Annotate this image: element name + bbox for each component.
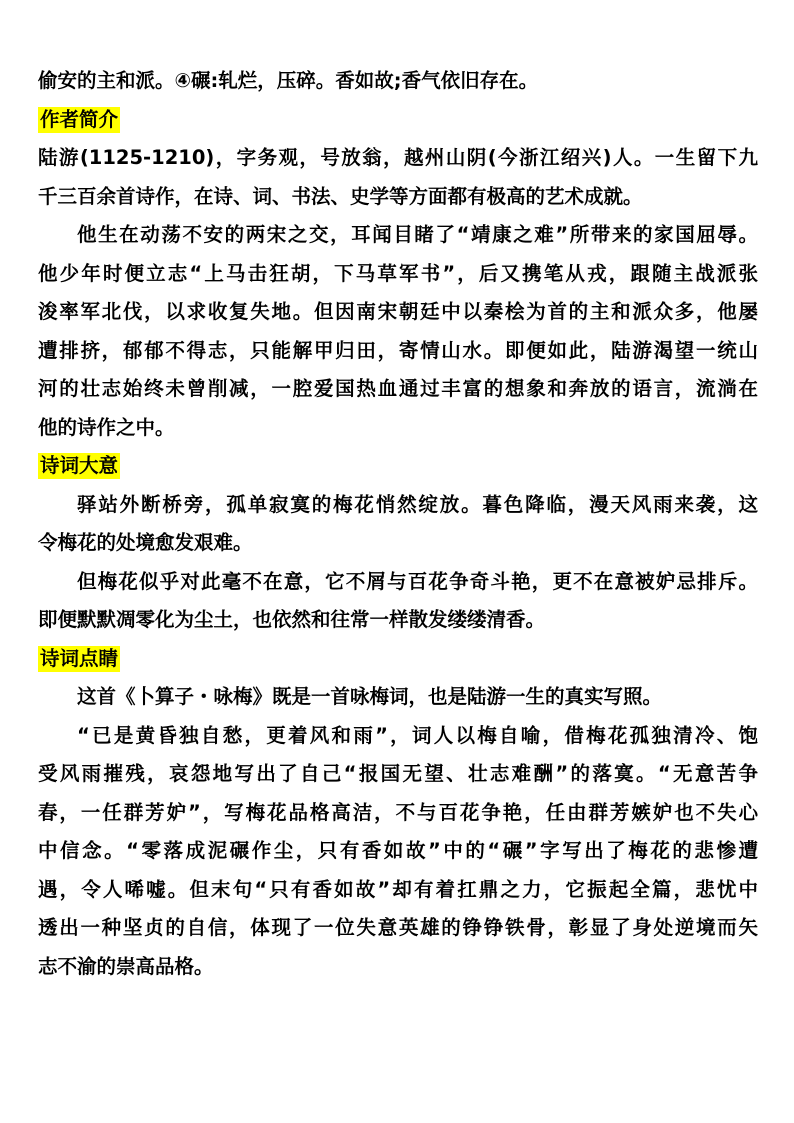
text-line: 这首《卜算子・咏梅》既是一首咏梅词，也是陆游一生的真实写照。 xyxy=(77,685,663,708)
text-line: 志不渝的崇高品格。 xyxy=(38,954,214,978)
section-heading-meaning: 诗词大意 xyxy=(40,454,119,477)
section-heading-line xyxy=(38,447,758,486)
text-line: 他生在动荡不安的两宋之交，耳闻目睹了“靖康之难”所带来的家国屈辱。 xyxy=(77,223,758,246)
text-line: 千三百余首诗作，在诗、词、书法、史学等方面都有极高的艺术成就。 xyxy=(38,184,643,208)
section-heading-line xyxy=(38,640,758,679)
document-body xyxy=(38,62,758,986)
text-line: 陆游(1125-1210)，字务观，号放翁，越州山阴(今浙江绍兴)人。一生留下九 xyxy=(38,146,758,169)
text-line: 他少年时便立志“上马击狂胡，下马草军书”，后又携笔从戎，跟随主战派张 xyxy=(38,261,758,285)
text-line: 驿站外断桥旁，孤单寂寞的梅花悄然绽放。暮色降临，漫天风雨来袭，这 xyxy=(77,492,758,516)
text-line: 受风雨摧残，哀怨地写出了自己“报国无望、壮志难酬”的落寞。“无意苦争 xyxy=(38,762,758,785)
text-line: 偷安的主和派。④碾:轧烂，压碎。香如故;香气依旧存在。 xyxy=(38,69,539,92)
text-line: 即便默默凋零化为尘土，也依然和往常一样散发缕缕清香。 xyxy=(38,608,546,631)
text-line: 但梅花似乎对此毫不在意，它不屑与百花争奇斗艳，更不在意被妒忌排斥。 xyxy=(77,569,758,593)
text-line: 春，一任群芳妒”，写梅花品格高洁，不与百花争艳，任由群芳嫉妒也不失心 xyxy=(38,800,758,824)
text-line: 他的诗作之中。 xyxy=(38,415,175,439)
text-line: 遭排挤，郁郁不得志，只能解甲归田，寄情山水。即便如此，陆游渴望一统山 xyxy=(38,338,758,362)
text-line: 浚率军北伐，以求收复失地。但因南宋朝廷中以秦桧为首的主和派众多，他屡 xyxy=(38,300,758,323)
text-line: 河的壮志始终未曾削减，一腔爱国热血通过丰富的想象和奔放的语言，流淌在 xyxy=(38,377,758,400)
text-line: 遇，令人唏嘘。但末句“只有香如故”却有着扛鼎之力，它振起全篇，悲忧中 xyxy=(38,877,758,901)
text-line: 中信念。“零落成泥碾作尘，只有香如故”中的“碾”字写出了梅花的悲惨遭 xyxy=(38,839,758,862)
text-line: 令梅花的处境愈发艰难。 xyxy=(38,531,253,554)
section-heading-highlight: 诗词点睛 xyxy=(40,646,119,670)
section-heading-author: 作者简介 xyxy=(40,107,119,131)
text-line: 透出一种坚贞的自信，体现了一位失意英雄的铮铮铁骨，彰显了身处逆境而矢 xyxy=(38,916,758,939)
section-heading-line xyxy=(38,101,758,140)
text-line: “已是黄昏独自愁，更着风和雨”，词人以梅自喻，借梅花孤独清冷、饱 xyxy=(77,723,758,747)
